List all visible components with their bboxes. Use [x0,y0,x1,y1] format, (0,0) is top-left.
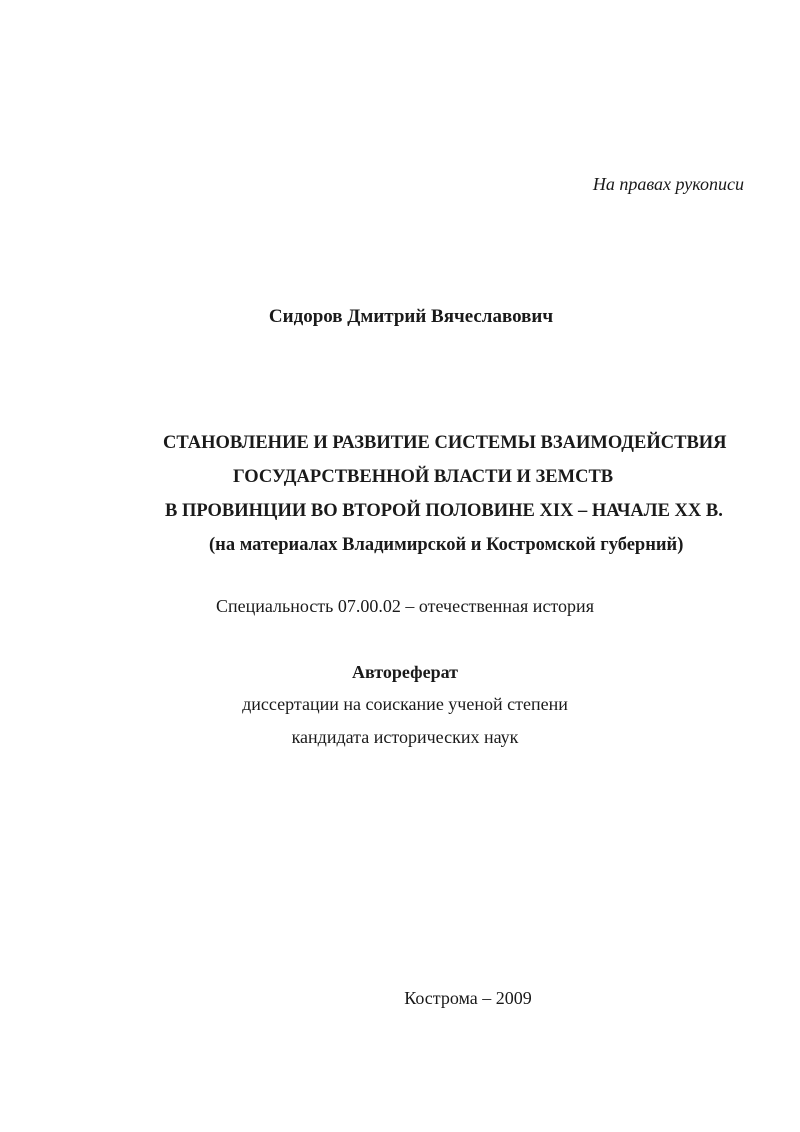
document-type: Автореферат [352,662,458,682]
specialty-line: Специальность 07.00.02 – отечественная история [216,596,594,616]
description-line-2: кандидата исторических наук [291,727,519,747]
title-line-2: ГОСУДАРСТВЕННОЙ ВЛАСТИ И ЗЕМСТВ [233,467,614,487]
city-year: Кострома – 2009 [404,988,532,1008]
title-line-1: СТАНОВЛЕНИЕ И РАЗВИТИЕ СИСТЕМЫ ВЗАИМОДЕЙСТВИЯ [163,433,727,453]
title-subtitle: (на материалах Владимирской и Костромской губерний) [209,535,684,555]
author-name: Сидоров Дмитрий Вячеславович [268,306,554,327]
description-line-1: диссертации на соискание ученой степени [242,694,568,714]
manuscript-note: На правах рукописи [592,174,744,194]
title-line-3: В ПРОВИНЦИИ ВО ВТОРОЙ ПОЛОВИНЕ XIX – НАЧАЛЕ XX В. [165,501,723,521]
